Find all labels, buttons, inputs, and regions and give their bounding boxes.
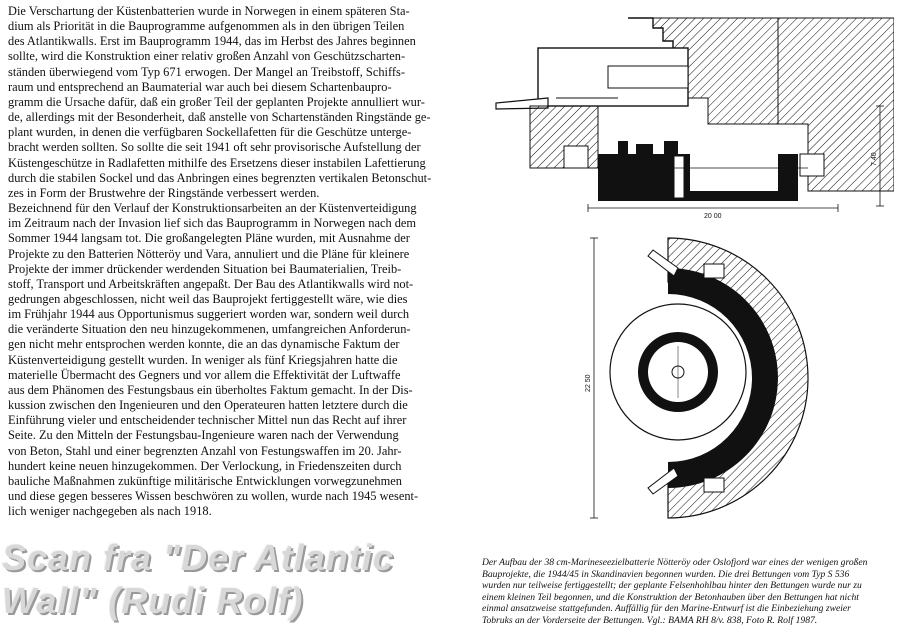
section-elevation [496,18,894,220]
battery-technical-drawing [478,6,894,546]
body-text-line: und diese gegen besseres Wissen beschwören zu wollen, wurde nach 1945 wesent- [8,489,419,503]
body-text-line: bauliche Maßnahmen zukünftige militärische Entwicklungen vorwegzunehmen [8,473,402,488]
body-text-line: ständen überwiegend vom Typ 671 erwogen. Der Mangel an Treibstoff, Schiffs- [8,64,405,79]
caption-line: einem kleinen Teil begonnen, und die Konstruktion der Betonhauben über den Bettungen hat nicht [482,591,859,603]
body-text [8,4,448,519]
body-text-line: hundert keine neuen hinzugekommen. Der Verlockung, in Friedenszeiten durch [8,458,402,473]
body-text-line: Küstenverteidigung gestellt wurden. In weniger als fünf Kriegsjahren hatte die [8,352,398,367]
body-text-line: Bezeichnend für den Verlauf der Konstruktionsarbeiten an der Küstenverteidigung [8,201,417,216]
dim-width-label: 20 00 [704,213,722,220]
body-text-line: zes in Form der Brustwehre der Ringstände verbessert werden. [8,185,320,200]
scan-watermark [2,536,472,622]
body-text-line: plant wurden, in denen die verfügbaren Sockellafetten für die Geschütze unterge- [8,125,412,140]
figure-caption [482,557,894,627]
dim-plan-label: 22 50 [585,374,592,392]
caption-line: wurden nur teilweise fertiggestellt; der geplante Felsenhohlbau hinter den Bettungen wurde nur zu [482,580,862,592]
body-text-line: kussion zwischen den Ingenieuren und den Operateuren hatten letztere durch die [8,398,408,413]
body-text-line: dium als Priorität in die Bauprogramme aufgenommen als in den übrigen Teilen [8,19,405,34]
body-text-line: gedrungen abgeschlossen, nicht weil das Bauprojekt fertiggestellt wäre, wie dies [8,291,408,306]
body-text-line: im Frühjahr 1944 aus Opportunismus suggeriert worden war, sondern weil durch [8,307,410,322]
body-text-line: bracht werden sollten. So sollte die seit 1941 oft sehr provisorische Aufstellung der [8,140,421,155]
body-text-line: aus dem Phänomen des Festungsbaus ein überholtes Faktum gemacht. In der Dis- [8,382,413,397]
body-text-line: Einführung vieler und entscheidender technischer Mittel nun das Recht auf ihrer [8,413,407,428]
body-text-line: im Zeitraum nach der Invasion lief sich das Bauprogramm in Norwegen nach dem [8,216,417,231]
caption-line: Der Aufbau der 38 cm-Marineseezielbatterie Nötteröy oder Oslofjord war eines der wenigen großen [482,557,868,568]
body-text-line: gen nicht mehr entsprochen werden konnte, die an das dynamische Faktum der [8,337,400,352]
body-text-line: gramm die Ursache dafür, daß ein großer Teil der geplanten Projekte annulliert wur- [8,94,425,109]
caption-line: einmal ansatzweise stattgefunden. Auffällig für den Marine-Entwurf ist die Einbeziehung zweier [482,603,851,615]
caption-line: Bauprojekte, die 1944/45 in Skandinavien begonnen wurden. Die drei Bettungen vom Typ S 536 [482,568,850,580]
body-text-line: Projekte der immer drückender werdenden Situation bei Baumaterialien, Treib- [8,261,402,276]
body-text-line: des Atlantikwalls. Erst im Bauprogramm 1944, das im Herbst des Jahres beginnen [8,34,416,49]
body-text-line: raum und entsprechend an Baumaterial war auch bei diesem Schartenbaupro- [8,79,392,94]
body-text-line: die veränderte Situation den neu hinzugekommenen, umfangreichen Anforderun- [8,322,411,337]
watermark-line-2: Wall" (Rudi Rolf) [2,580,304,621]
gun-foundation [598,141,798,201]
body-text-line: Sommer 1944 langsam tot. Die großangelegten Pläne wurden, mit Ausnahme der [8,231,410,246]
caption-line: Tobruks an der Vorderseite der Bettungen. Vgl.: BAMA RH 8/v. 838, Foto R. Rolf 1987. [482,614,818,626]
body-text-line: Die Verschartung der Küstenbatterien wurde in Norwegen in einem späteren Sta- [8,4,410,18]
watermark-line-1: Scan fra "Der Atlantic [2,537,394,578]
dim-height-label: 7 40 [871,152,878,166]
body-text-line: Küstengeschütze in Radlafetten mithilfe des Ersetzens dieser instabilen Lafettierung [8,155,426,170]
body-text-line: materielle Übermacht des Gegners und vor allem die Effektivität der Luftwaffe [8,367,401,382]
body-text-line: von Beton, Stahl und einer begrenzten Anzahl von Festungswaffen im 20. Jahr- [8,443,402,458]
body-text-line: stoff, Transport und Arbeitskräften angepaßt. Der Bau des Atlantikwalls wird not- [8,276,414,291]
body-text-line: durch die stabilen Sockel und das Anbringen eines begrenzten vertikalen Betonschut- [8,170,432,185]
body-text-line: sollte, wird die Konstruktion einer relativ großen Anzahl von Geschützscharten- [8,49,406,64]
body-text-line: Seite. Zu den Mitteln der Festungsbau-Ingenieure waren nach der Verwendung [8,428,399,443]
body-text-line: de, allerdings mit der Besonderheit, daß anstelle von Schartenständen Ringstände ge- [8,110,431,125]
plan-view [585,238,808,518]
body-text-line: lich weniger nachgegeben als nach 1918. [8,504,212,519]
body-text-line: Projekte zu den Batterien Nötteröy und Vara, annuliert und die Pläne für kleinere [8,246,410,261]
